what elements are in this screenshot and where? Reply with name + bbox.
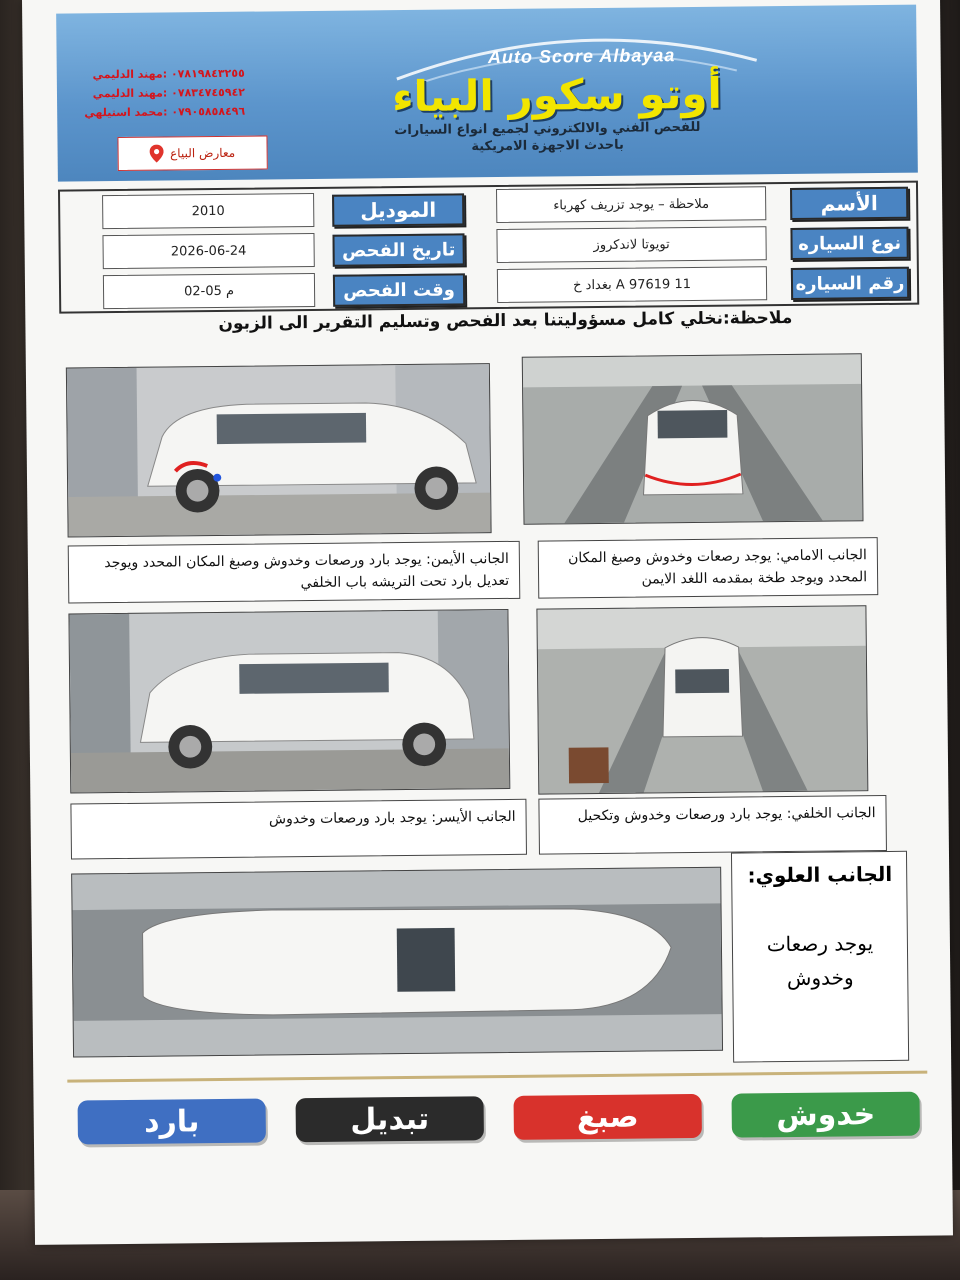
vehicle-info-table [58, 181, 919, 314]
label-inspection-time: وقت الفحص [333, 273, 465, 306]
location-badge: معارض البياع [117, 135, 267, 171]
liability-note: ملاحظة:نخلي كامل مسؤوليتنا بعد الفحص وتسليم التقرير الى الزبون [218, 307, 793, 334]
photo-rear [536, 605, 868, 794]
car-photo-icon [69, 610, 509, 793]
caption-top [731, 851, 909, 1063]
label-car-number: رقم السياره [791, 267, 909, 300]
contact-line: ٠٧٨١٩٨٤٣٢٥٥ :مهند الدليمي [92, 66, 245, 82]
legend-paint: صبغ [514, 1094, 702, 1140]
brand-tagline: للفحص الفني والالكتروني لجميع انواع السيارات باحدث الاجهزة الامريكية [394, 119, 701, 155]
contact-list [65, 64, 246, 123]
label-car-type: نوع السياره [790, 227, 908, 260]
legend-scratches: خدوش [731, 1092, 919, 1138]
value-car-type: تويوتا لاندكروز [496, 226, 766, 263]
photo-front [522, 353, 864, 525]
contact-line: ٠٧٨٣٤٧٤٥٩٤٢ :مهند الدليمي [92, 85, 246, 101]
caption-rear: الجانب الخلفي: يوجد بارد ورصعات وخدوش وتكحيل [538, 795, 887, 855]
car-photo-icon [523, 354, 863, 524]
car-photo-icon [72, 868, 722, 1057]
label-name: الأسم [790, 187, 908, 220]
value-inspection-time: م 05-02 [103, 273, 315, 309]
car-photo-icon [67, 364, 491, 536]
caption-front: الجانب الامامي: يوجد رصعات وخدوش وصبغ المكان المحدد ويوجد طخة بمقدمه اللغد الايمن [538, 537, 879, 599]
contact-line: ٠٧٩٠٥٨٥٨٤٩٦ :محمد استيلهي [84, 104, 246, 120]
car-photo-icon [537, 606, 867, 793]
caption-right-side: الجانب الأيمن: يوجد بارد ورصعات وخدوش وصبغ المكان المحدد ويوجد تعديل بارد تحت التريشه باب الخلفي [68, 541, 521, 604]
inspection-report-sheet [22, 0, 953, 1245]
damage-legend [67, 1071, 928, 1160]
photo-left-side [68, 609, 510, 794]
value-inspection-date: 2026-06-24 [102, 233, 314, 269]
value-name: ملاحظة – يوجد تزريف كهرباء [496, 186, 766, 223]
location-pin-icon [150, 145, 164, 163]
brand-name-arabic: أوتو سكور البياء [391, 68, 723, 122]
caption-left-side: الجانب الأيسر: يوجد بارد ورصعات وخدوش [70, 799, 527, 860]
label-inspection-date: تاريخ الفحص [332, 233, 464, 266]
label-model: الموديل [332, 193, 464, 226]
caption-top-title: الجانب العلوي: [747, 861, 893, 888]
brand-name-english: Auto Score Albayaa [487, 45, 676, 68]
photo-top [71, 867, 723, 1058]
photo-right-side [66, 363, 492, 537]
caption-top-body: يوجد رصعات وخدوش [766, 931, 874, 991]
legend-replace: تبديل [296, 1096, 484, 1142]
value-model: 2010 [102, 193, 314, 229]
report-header [56, 5, 918, 182]
value-car-number: 11 A 97619 بغداد خ [497, 266, 767, 303]
legend-putty: بارد [78, 1099, 266, 1145]
